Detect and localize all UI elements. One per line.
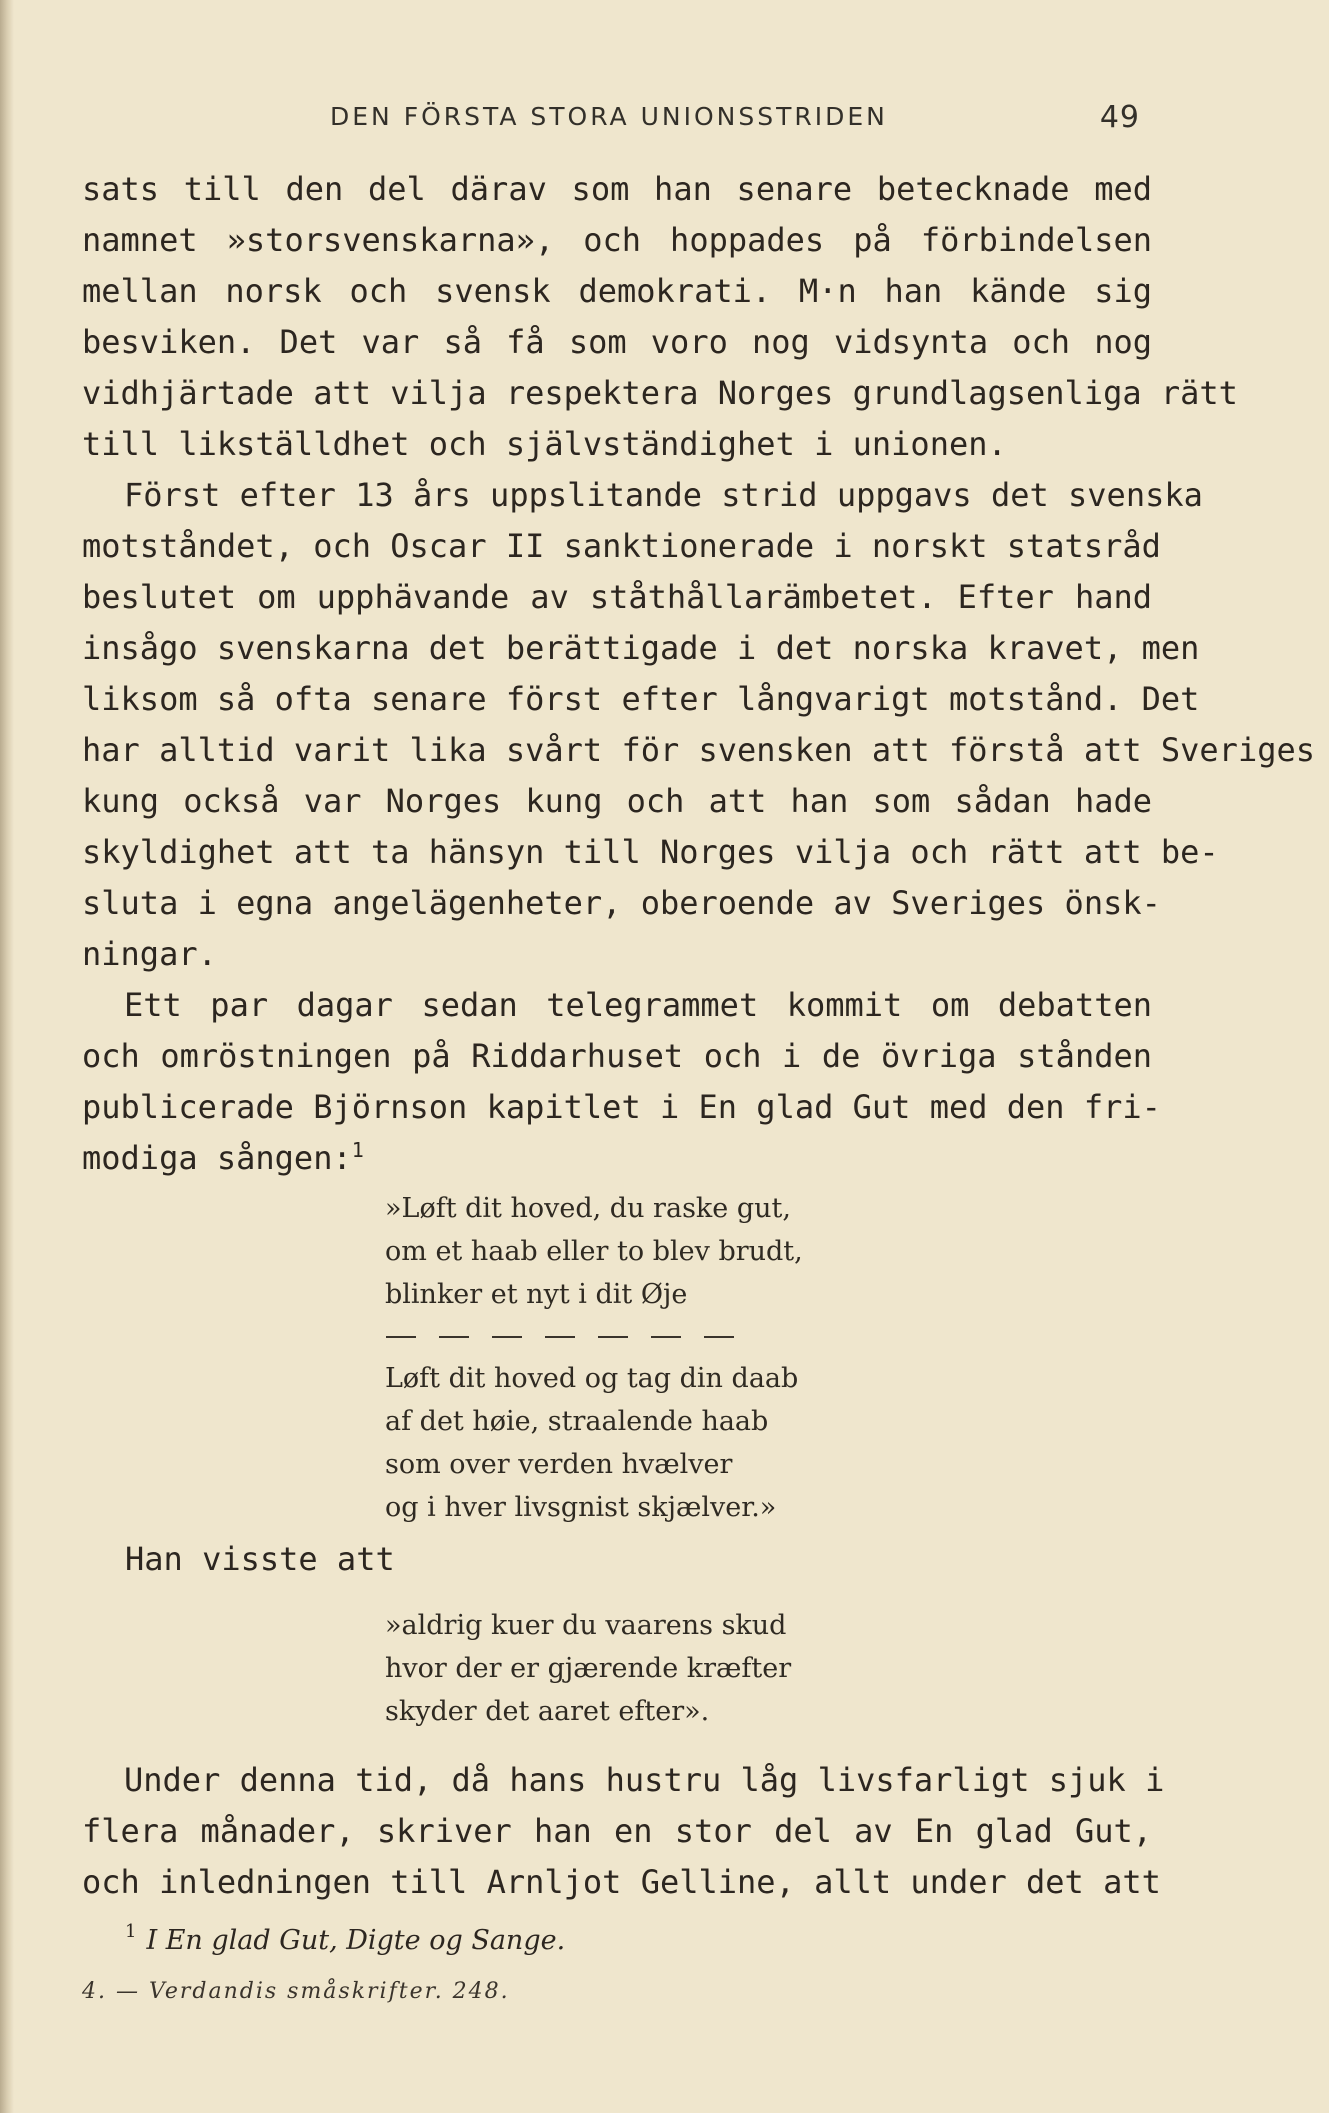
footnote — [125, 1921, 566, 1956]
poem-line: af det høie, straalende haab — [385, 1406, 769, 1437]
poem-line: hvor der er gjærende kræfter — [385, 1653, 792, 1684]
body-text-top — [82, 164, 1315, 1184]
text-line: mellan norsk och svensk demokrati. M·n han kände sig — [82, 272, 1152, 310]
dash — [492, 1336, 522, 1338]
text-line: och inledningen till Arnljot Gelline, allt under det att — [82, 1863, 1161, 1901]
text-line: publicerade Björnson kapitlet i En glad Gut med den fri- — [82, 1088, 1161, 1126]
footnote-reference: 1 — [351, 1138, 364, 1162]
text-line — [82, 1133, 1152, 1184]
poem-line: som over verden hvælver — [385, 1449, 733, 1480]
text-line: till likställdhet och självständighet i unionen. — [82, 425, 1007, 463]
running-header — [330, 100, 1140, 140]
text-line-content: modiga sången: — [82, 1139, 352, 1177]
text-line: sats till den del därav som han senare betecknade med — [82, 170, 1152, 208]
text-line: insågo svenskarna det berättigade i det norska kravet, men — [82, 629, 1200, 667]
running-title: DEN FÖRSTA STORA UNIONSSTRIDEN — [330, 102, 888, 131]
poem-stanza-3 — [385, 1604, 791, 1733]
dash — [386, 1336, 416, 1338]
text-line: skyldighet att ta hänsyn till Norges vilja och rätt att be- — [82, 833, 1219, 871]
lead-in-text: Han visste att — [125, 1540, 395, 1578]
dash — [439, 1336, 469, 1338]
printer-signature: 4. — Verdandis småskrifter. 248. — [82, 1979, 510, 2004]
text-line: motståndet, och Oscar II sanktionerade i norskt statsråd — [82, 527, 1161, 565]
text-line: besviken. Det var så få som voro nog vidsynta och nog — [82, 323, 1152, 361]
text-line: vidhjärtade att vilja respektera Norges grundlagsenliga rätt — [82, 374, 1238, 412]
dash — [704, 1336, 734, 1338]
text-line: liksom så ofta senare först efter långvarigt motstånd. Det — [82, 680, 1200, 718]
text-line: Ett par dagar sedan telegrammet kommit om debatten — [124, 986, 1152, 1024]
poem-stanza-1 — [385, 1187, 803, 1316]
text-line: kung också var Norges kung och att han som sådan hade — [82, 782, 1152, 820]
text-line: och omröstningen på Riddarhuset och i de övriga stånden — [82, 1037, 1152, 1075]
dash — [545, 1336, 575, 1338]
dash — [598, 1336, 628, 1338]
text-line: namnet »storsvenskarna», och hoppades på förbindelsen — [82, 221, 1152, 259]
poem-line: skyder det aaret efter». — [385, 1696, 710, 1727]
poem-line: »Løft dit hoved, du raske gut, — [385, 1193, 791, 1224]
text-line: Under denna tid, då hans hustru låg livsfarligt sjuk i — [124, 1761, 1165, 1799]
poem-line: om et haab eller to blev brudt, — [385, 1236, 803, 1267]
poem-line: blinker et nyt i dit Øje — [385, 1279, 688, 1310]
poem-line: og i hver livsgnist skjælver.» — [385, 1492, 777, 1523]
text-line: Först efter 13 års uppslitande strid uppgavs det svenska — [124, 476, 1203, 514]
text-line: beslutet om upphävande av ståthållarämbetet. Efter hand — [82, 578, 1152, 616]
dash — [651, 1336, 681, 1338]
omission-dashes — [386, 1336, 734, 1340]
footnote-mark: 1 — [125, 1921, 137, 1942]
footnote-text: I En glad Gut, Digte og Sange. — [146, 1925, 566, 1956]
body-text-bottom — [82, 1755, 1165, 1908]
text-line: har alltid varit lika svårt för svensken att förstå att Sveriges — [82, 731, 1315, 769]
page-number: 49 — [1099, 100, 1140, 135]
poem-line: Løft dit hoved og tag din daab — [385, 1363, 799, 1394]
poem-line: »aldrig kuer du vaarens skud — [385, 1610, 787, 1641]
text-line: flera månader, skriver han en stor del av En glad Gut, — [82, 1812, 1152, 1850]
text-line: sluta i egna angelägenheter, oberoende av Sveriges önsk- — [82, 884, 1161, 922]
poem-stanza-2 — [385, 1357, 798, 1529]
page-edge — [0, 0, 14, 2113]
text-line: ningar. — [82, 935, 217, 973]
